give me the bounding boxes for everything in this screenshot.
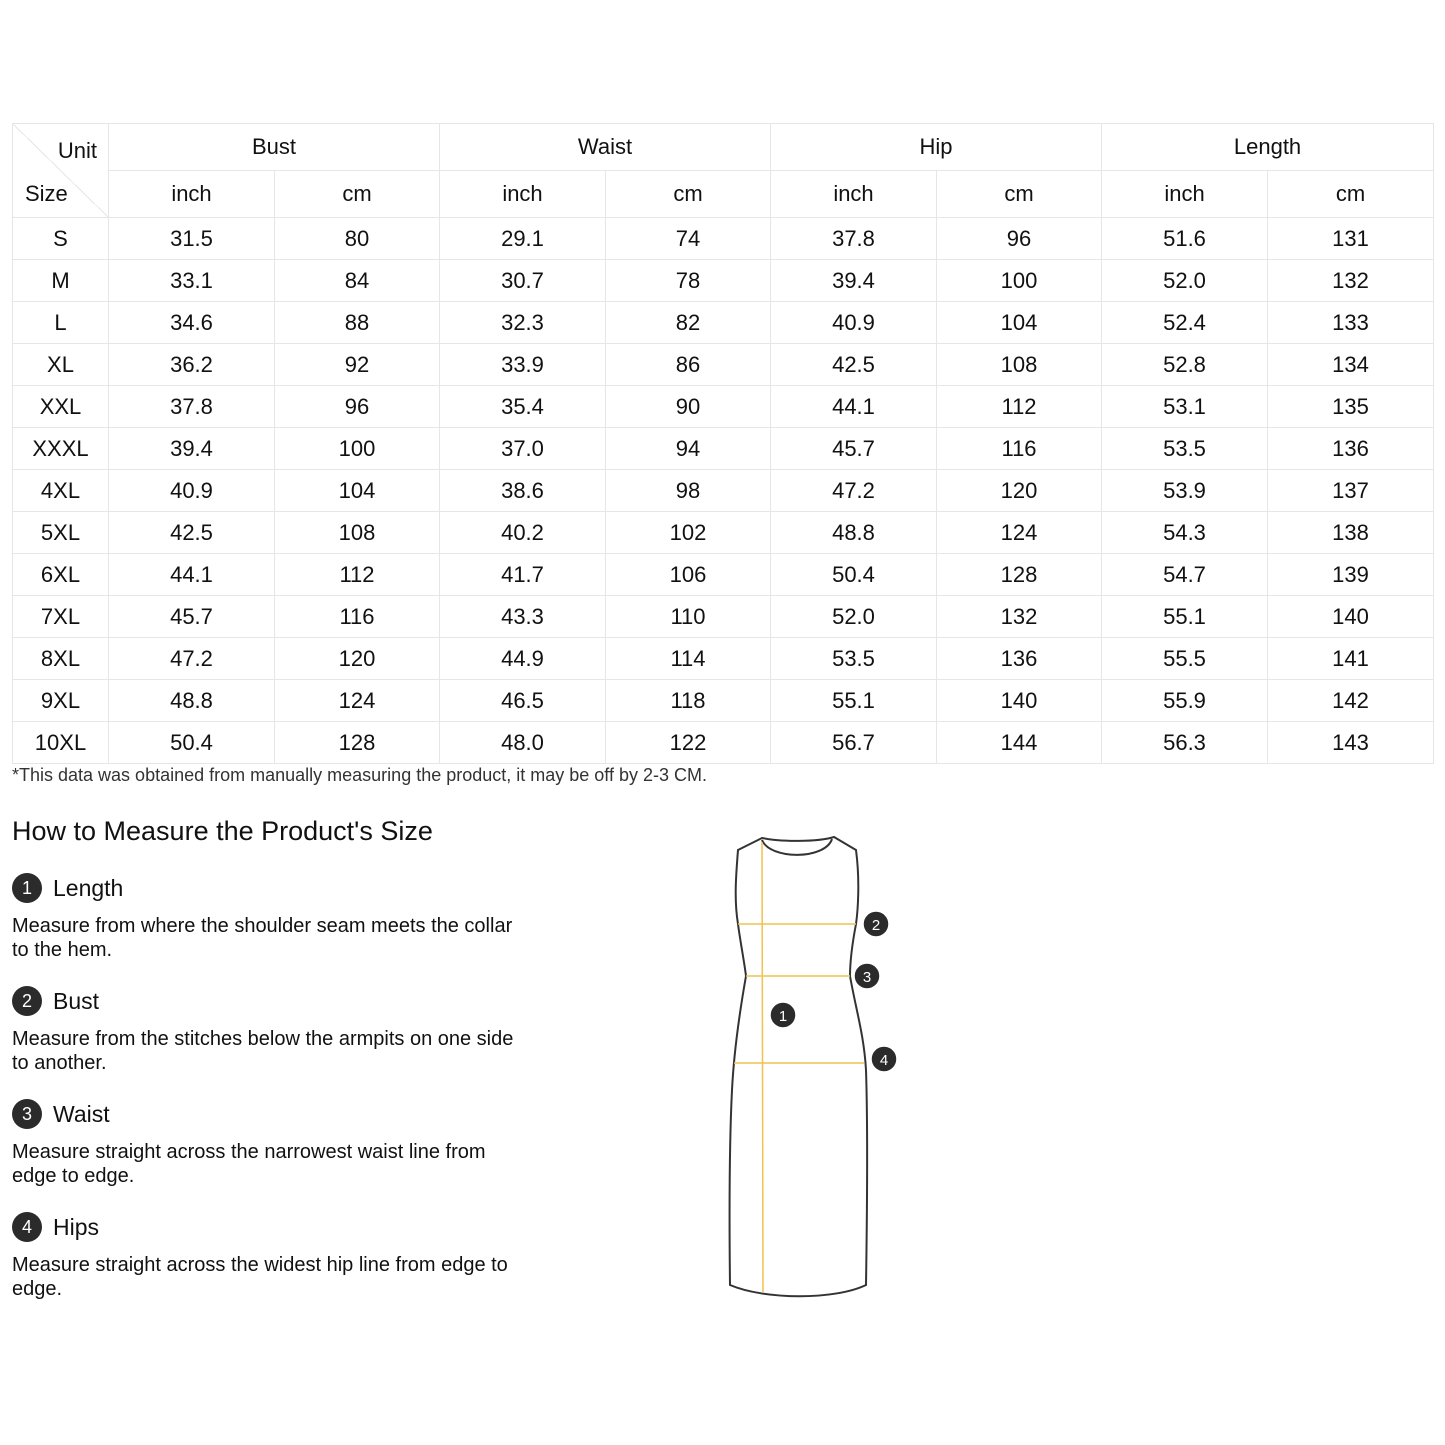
value-cell: 44.1	[771, 386, 937, 428]
value-cell: 112	[275, 554, 440, 596]
step-description: Measure from where the shoulder seam meets the collar to the hem.	[12, 915, 513, 961]
size-cell: S	[13, 218, 109, 260]
value-cell: 136	[937, 638, 1102, 680]
value-cell: 139	[1268, 554, 1434, 596]
value-cell: 36.2	[109, 344, 275, 386]
value-cell: 84	[275, 260, 440, 302]
header-row-groups	[13, 124, 1434, 171]
marker-hip	[871, 1046, 897, 1072]
value-cell: 144	[937, 722, 1102, 764]
value-cell: 45.7	[771, 428, 937, 470]
value-cell: 40.2	[440, 512, 606, 554]
value-cell: 29.1	[440, 218, 606, 260]
unit-header: inch	[1102, 171, 1268, 218]
value-cell: 35.4	[440, 386, 606, 428]
value-cell: 37.8	[771, 218, 937, 260]
group-header-waist: Waist	[440, 124, 771, 171]
size-cell: 6XL	[13, 554, 109, 596]
value-cell: 44.1	[109, 554, 275, 596]
value-cell: 100	[275, 428, 440, 470]
step-label: Waist	[53, 1100, 110, 1127]
marker-label: 3	[862, 969, 872, 986]
value-cell: 39.4	[771, 260, 937, 302]
value-cell: 104	[275, 470, 440, 512]
value-cell: 116	[275, 596, 440, 638]
value-cell: 106	[606, 554, 771, 596]
value-cell: 137	[1268, 470, 1434, 512]
marker-label: 4	[879, 1052, 889, 1069]
value-cell: 96	[937, 218, 1102, 260]
size-cell: 4XL	[13, 470, 109, 512]
value-cell: 124	[937, 512, 1102, 554]
group-header-length: Length	[1102, 124, 1434, 171]
value-cell: 55.1	[1102, 596, 1268, 638]
value-cell: 114	[606, 638, 771, 680]
step-number-badge: 1	[12, 873, 42, 903]
value-cell: 55.5	[1102, 638, 1268, 680]
value-cell: 98	[606, 470, 771, 512]
value-cell: 80	[275, 218, 440, 260]
value-cell: 52.0	[1102, 260, 1268, 302]
step-label: Bust	[53, 987, 100, 1014]
group-header-bust: Bust	[109, 124, 440, 171]
value-cell: 48.0	[440, 722, 606, 764]
value-cell: 140	[1268, 596, 1434, 638]
value-cell: 108	[937, 344, 1102, 386]
value-cell: 131	[1268, 218, 1434, 260]
value-cell: 47.2	[109, 638, 275, 680]
value-cell: 55.1	[771, 680, 937, 722]
value-cell: 50.4	[109, 722, 275, 764]
value-cell: 31.5	[109, 218, 275, 260]
value-cell: 40.9	[109, 470, 275, 512]
size-cell: XL	[13, 344, 109, 386]
value-cell: 30.7	[440, 260, 606, 302]
value-cell: 94	[606, 428, 771, 470]
value-cell: 33.1	[109, 260, 275, 302]
value-cell: 54.3	[1102, 512, 1268, 554]
marker-length	[770, 1002, 796, 1028]
corner-size-label: Size	[25, 181, 68, 206]
size-cell: XXL	[13, 386, 109, 428]
value-cell: 41.7	[440, 554, 606, 596]
value-cell: 90	[606, 386, 771, 428]
table-row	[13, 638, 1434, 680]
table-row	[13, 218, 1434, 260]
value-cell: 100	[937, 260, 1102, 302]
value-cell: 140	[937, 680, 1102, 722]
value-cell: 88	[275, 302, 440, 344]
step-description: Measure from the stitches below the armpits on one side to another.	[12, 1028, 514, 1074]
table-row	[13, 680, 1434, 722]
marker-waist	[854, 963, 880, 989]
step-waist	[12, 1098, 522, 1188]
value-cell: 104	[937, 302, 1102, 344]
table-row	[13, 722, 1434, 764]
value-cell: 45.7	[109, 596, 275, 638]
value-cell: 92	[275, 344, 440, 386]
marker-bust	[863, 911, 889, 937]
step-label: Length	[53, 874, 124, 901]
value-cell: 102	[606, 512, 771, 554]
value-cell: 108	[275, 512, 440, 554]
value-cell: 42.5	[771, 344, 937, 386]
corner-unit-label: Unit	[57, 138, 97, 163]
value-cell: 74	[606, 218, 771, 260]
value-cell: 56.3	[1102, 722, 1268, 764]
unit-header: cm	[606, 171, 771, 218]
size-cell: 9XL	[13, 680, 109, 722]
value-cell: 34.6	[109, 302, 275, 344]
table-row	[13, 596, 1434, 638]
value-cell: 120	[937, 470, 1102, 512]
length-line	[762, 842, 763, 1292]
value-cell: 39.4	[109, 428, 275, 470]
value-cell: 32.3	[440, 302, 606, 344]
value-cell: 120	[275, 638, 440, 680]
value-cell: 116	[937, 428, 1102, 470]
value-cell: 47.2	[771, 470, 937, 512]
value-cell: 54.7	[1102, 554, 1268, 596]
step-length	[12, 872, 522, 962]
size-chart-table	[12, 123, 1434, 764]
size-cell: 8XL	[13, 638, 109, 680]
value-cell: 133	[1268, 302, 1434, 344]
step-description: Measure straight across the narrowest waist line from edge to edge.	[12, 1141, 486, 1187]
value-cell: 52.4	[1102, 302, 1268, 344]
table-row	[13, 344, 1434, 386]
value-cell: 48.8	[771, 512, 937, 554]
value-cell: 132	[1268, 260, 1434, 302]
table-row	[13, 302, 1434, 344]
value-cell: 44.9	[440, 638, 606, 680]
value-cell: 143	[1268, 722, 1434, 764]
table-row	[13, 470, 1434, 512]
value-cell: 134	[1268, 344, 1434, 386]
value-cell: 51.6	[1102, 218, 1268, 260]
size-cell: 5XL	[13, 512, 109, 554]
measurement-note: *This data was obtained from manually measuring the product, it may be off by 2-3 CM.	[12, 765, 708, 785]
step-label: Hips	[53, 1213, 100, 1240]
value-cell: 37.0	[440, 428, 606, 470]
value-cell: 38.6	[440, 470, 606, 512]
value-cell: 110	[606, 596, 771, 638]
value-cell: 128	[937, 554, 1102, 596]
value-cell: 135	[1268, 386, 1434, 428]
dress-outline	[730, 837, 868, 1296]
value-cell: 138	[1268, 512, 1434, 554]
dress-measurement-diagram	[700, 820, 920, 1310]
size-cell: L	[13, 302, 109, 344]
value-cell: 118	[606, 680, 771, 722]
value-cell: 86	[606, 344, 771, 386]
value-cell: 53.5	[771, 638, 937, 680]
value-cell: 78	[606, 260, 771, 302]
value-cell: 43.3	[440, 596, 606, 638]
unit-header: cm	[1268, 171, 1434, 218]
size-cell: M	[13, 260, 109, 302]
value-cell: 53.1	[1102, 386, 1268, 428]
value-cell: 132	[937, 596, 1102, 638]
value-cell: 55.9	[1102, 680, 1268, 722]
size-cell: XXXL	[13, 428, 109, 470]
table-row	[13, 512, 1434, 554]
value-cell: 52.8	[1102, 344, 1268, 386]
value-cell: 141	[1268, 638, 1434, 680]
table-row	[13, 386, 1434, 428]
value-cell: 37.8	[109, 386, 275, 428]
table-row	[13, 554, 1434, 596]
unit-header: inch	[109, 171, 275, 218]
step-number-badge: 4	[12, 1212, 42, 1242]
value-cell: 53.5	[1102, 428, 1268, 470]
value-cell: 142	[1268, 680, 1434, 722]
value-cell: 50.4	[771, 554, 937, 596]
value-cell: 40.9	[771, 302, 937, 344]
step-hips	[12, 1211, 522, 1301]
value-cell: 112	[937, 386, 1102, 428]
unit-header: inch	[771, 171, 937, 218]
value-cell: 128	[275, 722, 440, 764]
value-cell: 82	[606, 302, 771, 344]
value-cell: 96	[275, 386, 440, 428]
step-description: Measure straight across the widest hip line from edge to edge.	[12, 1254, 508, 1300]
unit-header: cm	[937, 171, 1102, 218]
step-bust	[12, 985, 522, 1075]
group-header-hip: Hip	[771, 124, 1102, 171]
value-cell: 48.8	[109, 680, 275, 722]
howto-title: How to Measure the Product's Size	[12, 816, 433, 846]
value-cell: 124	[275, 680, 440, 722]
size-cell: 10XL	[13, 722, 109, 764]
value-cell: 56.7	[771, 722, 937, 764]
table-row	[13, 428, 1434, 470]
corner-cell	[13, 124, 109, 218]
value-cell: 122	[606, 722, 771, 764]
step-number-badge: 2	[12, 986, 42, 1016]
value-cell: 46.5	[440, 680, 606, 722]
header-row-units	[13, 171, 1434, 218]
value-cell: 33.9	[440, 344, 606, 386]
marker-label: 1	[778, 1008, 788, 1025]
value-cell: 42.5	[109, 512, 275, 554]
value-cell: 52.0	[771, 596, 937, 638]
value-cell: 53.9	[1102, 470, 1268, 512]
unit-header: cm	[275, 171, 440, 218]
size-cell: 7XL	[13, 596, 109, 638]
table-row	[13, 260, 1434, 302]
unit-header: inch	[440, 171, 606, 218]
marker-label: 2	[871, 917, 881, 934]
step-number-badge: 3	[12, 1099, 42, 1129]
value-cell: 136	[1268, 428, 1434, 470]
